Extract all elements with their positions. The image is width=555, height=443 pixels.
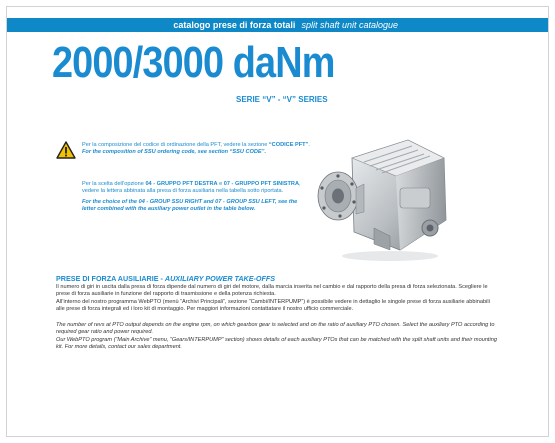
notice-option-left-en: 07 - GROUP SSU LEFT <box>215 199 275 205</box>
header-bar <box>7 18 548 32</box>
notice-text-en: For the choice of the <box>82 199 139 205</box>
notice-option-right-en: 04 - GROUP SSU RIGHT <box>138 199 203 205</box>
notice-block-ordering-code <box>82 142 310 156</box>
series-subtitle: SERIE “V” - “V” SERIES <box>236 95 328 104</box>
page-title: 2000/3000 daNm <box>52 38 335 87</box>
notice-text-en: and <box>202 199 216 205</box>
section-title <box>56 274 275 283</box>
section-title-it: PRESE DI FORZA AUSILIARIE - <box>56 274 165 283</box>
notice-text: . <box>308 142 310 148</box>
notice-option-left: 07 - GRUPPO PFT SINISTRA <box>223 181 299 187</box>
notice-code-ref: “CODICE PFT” <box>268 142 309 148</box>
split-shaft-unit-photo <box>312 128 457 263</box>
section-title-en: AUXILIARY POWER TAKE-OFFS <box>164 274 276 283</box>
notice-text: Per la scelta dell’opzione <box>82 181 146 187</box>
paragraph-en-webpto: Our WebPTO program (“Main Archive” menu, “Gears/INTERPUMP” section) shows details of each auxiliary PTOs that can be matched with the split shaft units and their mounting kit. For more details, contact our sales department. <box>56 337 497 351</box>
paragraph-it-revs: Il numero di giri in uscita dalla presa di forza dipende dal numero di giri del motore, dalla marcia inserita nel cambio e dal rapporto della presa di forza selezionata. Scegliere le prese di forza ausiliarie in funzione del rapporto di trasmissione e della potenza richiesta. <box>56 284 488 298</box>
notice-block-group-option <box>82 181 310 213</box>
header-title-it: catalogo prese di forza totali <box>173 20 296 30</box>
notice-text: e <box>217 181 224 187</box>
header-title <box>173 18 398 32</box>
warning-triangle-icon <box>56 141 76 159</box>
header-title-en: split shaft unit catalogue <box>301 20 398 30</box>
paragraph-it-webpto: All’interno del nostro programma WebPTO (menù “Archivi Principali”, sezione “Cambi/INTERPUMP”) è possibile vedere in dettaglio le singole prese di forza ausiliarie abbinabili alle prese di forza integrali ed i loro kit di montaggio. Per maggiori informazioni contattatare il nostro ufficio commerciale. <box>56 299 490 313</box>
notice-text-en: For the composition of SSU ordering code, see section “SSU CODE”. <box>82 149 266 155</box>
paragraph-en-revs: The number of revs at PTO output depends on the engine rpm, on which gearbox gear is selected and on the ratio of auxiliary PTO chosen. Select the auxiliary PTO according to required gear ratio and power required. <box>56 322 495 336</box>
notice-text: , vedere la lettera abbinata alla presa di forza ausiliaria nella tabella sotto riportata. <box>82 181 301 194</box>
notice-option-right: 04 - GRUPPO PFT DESTRA <box>145 181 218 187</box>
notice-text-en: , see the letter combined with the auxiliary power outlet in the table below. <box>82 199 298 212</box>
notice-text: Per la composizione del codice di ordinazione della PFT, vedere la sezione <box>82 142 269 148</box>
